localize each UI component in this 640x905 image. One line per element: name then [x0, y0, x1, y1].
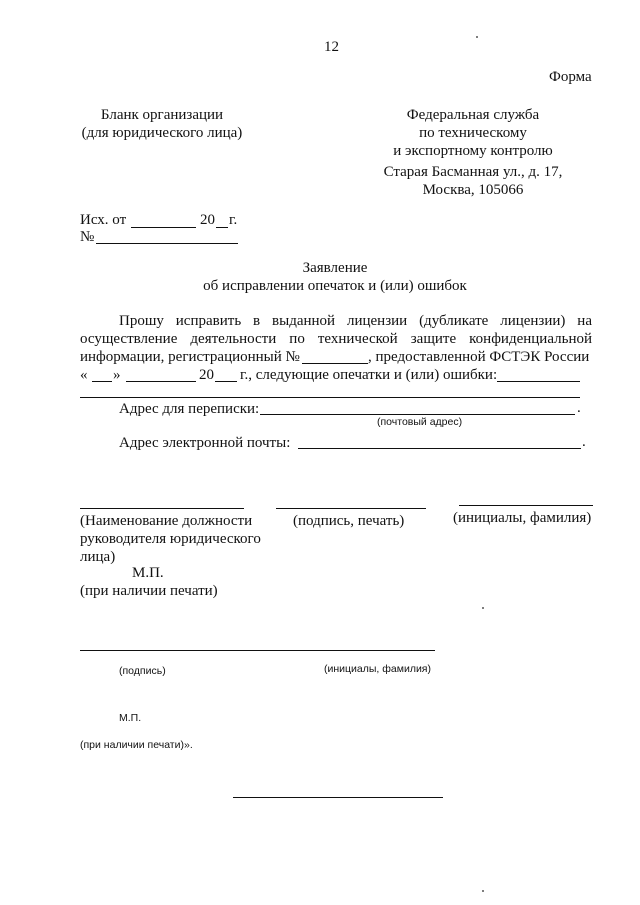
statement-subtitle: об исправлении опечаток и (или) ошибок [203, 278, 467, 294]
page-number: 12 [324, 39, 339, 55]
email-end-dot: . [582, 434, 586, 450]
outgoing-number-label: № [80, 229, 95, 245]
second-stamp-note: (при наличии печати)». [80, 739, 193, 751]
outgoing-from-label: Исх. от [80, 212, 127, 228]
position-caption-line2: руководителя юридического [80, 531, 261, 547]
addressee-line5: Москва, 105066 [422, 182, 524, 198]
addressee-line3: и экспортному контролю [393, 143, 553, 159]
email-address-label: Адрес электронной почты: [119, 435, 291, 451]
position-caption-line1: (Наименование должности [80, 513, 253, 529]
form-label: Форма [549, 69, 592, 85]
outgoing-date-blank [131, 227, 196, 228]
email-address-blank [298, 448, 581, 449]
initials-caption: (инициалы, фамилия) [453, 510, 592, 526]
body-line1: Прошу исправить в выданной лицензии (дубликате лицензии) на [119, 313, 592, 329]
addressee-line4: Старая Басманная ул., д. 17, [383, 164, 563, 180]
addressee-line1: Федеральная служба [406, 107, 540, 123]
second-signature-line [80, 650, 435, 651]
scan-speck [482, 890, 484, 892]
second-signature-caption: (подпись) [119, 665, 166, 677]
scan-speck [482, 607, 484, 609]
postal-end-dot: . [577, 400, 581, 416]
outgoing-year-prefix: 20 [200, 212, 215, 228]
body-year-prefix: 20 [199, 367, 214, 383]
stamp-mp-label: М.П. [132, 565, 164, 581]
position-signature-line [80, 508, 244, 509]
body-year-blank [215, 381, 237, 382]
day-blank [92, 381, 112, 382]
signature-caption: (подпись, печать) [293, 513, 405, 529]
date-open-quote: « [80, 367, 88, 383]
reg-number-blank [302, 363, 368, 364]
outgoing-year-blank [216, 227, 228, 228]
second-initials-caption: (инициалы, фамилия) [324, 663, 431, 675]
postal-address-caption: (почтовый адрес) [377, 416, 463, 428]
statement-title: Заявление [302, 260, 368, 276]
body-line3a: информации, регистрационный № [80, 349, 300, 365]
date-close-quote: » [113, 367, 121, 383]
postal-address-blank [260, 414, 575, 415]
errors-continuation-line [80, 397, 580, 398]
scan-speck [476, 36, 478, 38]
outgoing-year-suffix: г. [229, 212, 238, 228]
position-caption-line3: лица) [80, 549, 116, 565]
outgoing-number-blank [96, 243, 238, 244]
errors-blank [497, 381, 580, 382]
postal-address-label: Адрес для переписки: [119, 401, 260, 417]
month-blank [126, 381, 196, 382]
initials-line [459, 505, 593, 506]
addressee-line2: по техническому [419, 125, 527, 141]
signature-line [276, 508, 426, 509]
body-line3b: , предоставленной ФСТЭК России [368, 349, 590, 365]
bottom-line [233, 797, 443, 798]
org-blank-line1: Бланк организации [100, 107, 224, 123]
body-line2: осуществление деятельности по технической защите конфиденциальной [80, 331, 592, 347]
org-blank-line2: (для юридического лица) [81, 125, 243, 141]
stamp-note: (при наличии печати) [80, 583, 218, 599]
second-mp-label: М.П. [119, 712, 142, 724]
body-line4-text: г., следующие опечатки и (или) ошибки: [240, 367, 498, 383]
